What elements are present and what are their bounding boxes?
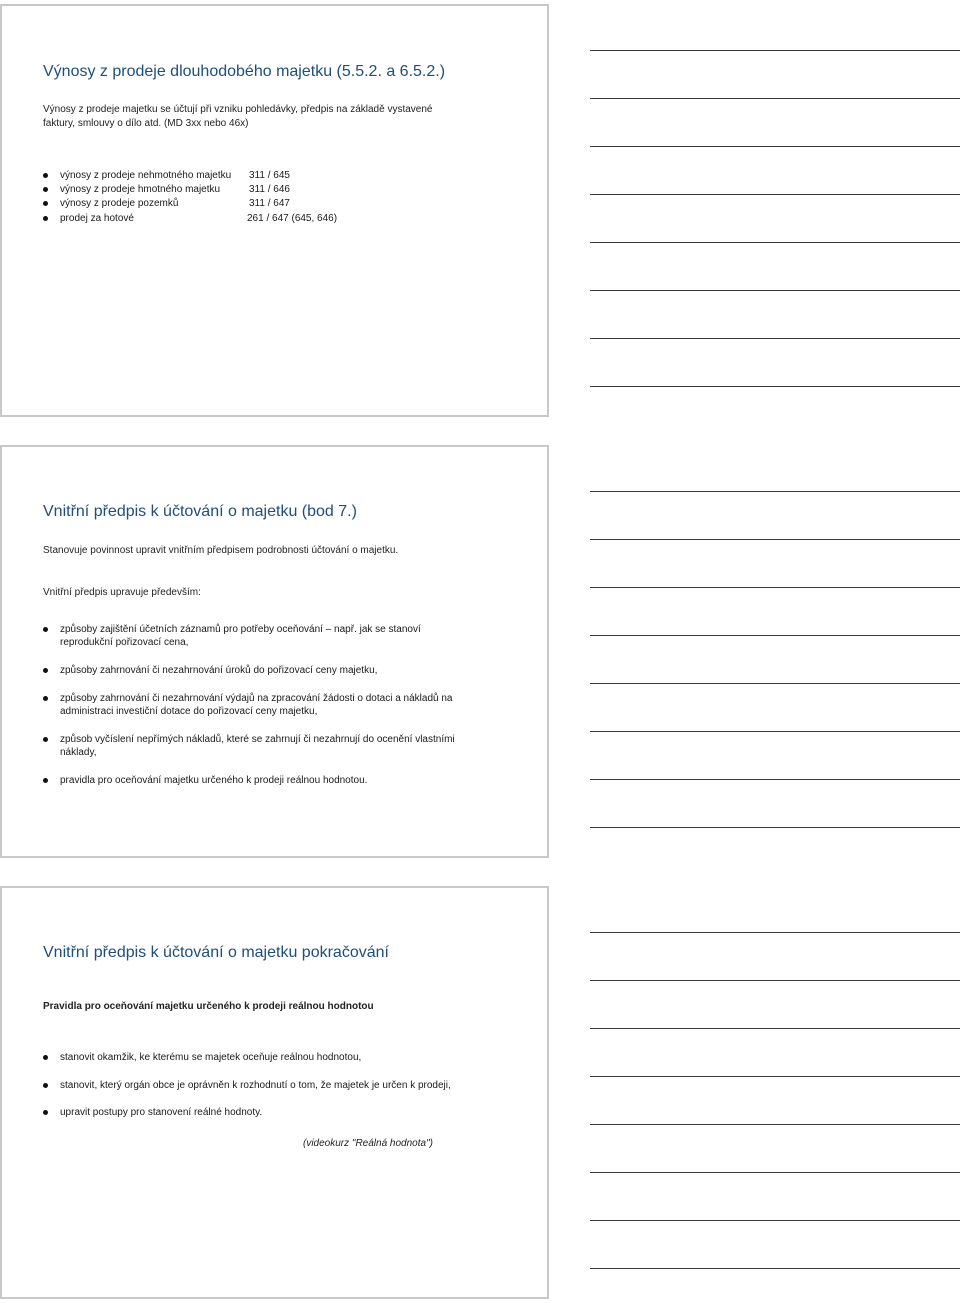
item-label: výnosy z prodeje pozemků [60,198,179,209]
item-label: výnosy z prodeje hmotného majetku [60,184,221,195]
note-line [590,1220,960,1221]
note-line [590,338,960,339]
item-account-code: 311 / 647 [249,198,290,209]
note-line [590,1172,960,1173]
bullet-icon [43,187,48,192]
bullet-icon [43,696,48,701]
item-account-code: 311 / 645 [249,170,290,181]
item-text-line-2: reprodukční pořizovací cena, [60,637,189,648]
item-text-line-1: způsoby zahrnování či nezahrnování úroků do pořizovací ceny majetku, [60,665,378,676]
slide-2-paragraph-1: Stanovuje povinnost upravit vnitřním předpisem podrobnosti účtování o majetku. [43,545,399,556]
slide-1-intro-line-2: faktury, smlouvy o dílo atd. (MD 3xx nebo 46x) [43,118,249,129]
item-text: upravit postupy pro stanovení reálné hodnoty. [60,1107,263,1118]
item-label: prodej za hotové [60,213,134,224]
bullet-icon [43,216,48,221]
item-account-code: 311 / 646 [249,184,290,195]
bullet-icon [43,627,48,632]
note-line [590,242,960,243]
item-text-line-1: způsoby zahrnování či nezahrnování výdajů na zpracování žádosti o dotaci a nákladů na [60,693,453,704]
note-line [590,386,960,387]
slide-2-title: Vnitřní předpis k účtování o majetku (bod 7.) [43,503,357,520]
item-text-line-1: způsob vyčíslení nepřímých nákladů, které se zahrnují či nezahrnují do ocenění vlastními [60,734,455,745]
item-text-line-2: náklady, [60,747,97,758]
bullet-icon [43,1110,48,1115]
note-line [590,779,960,780]
note-line [590,146,960,147]
note-line [590,1268,960,1269]
item-text: stanovit, který orgán obce je oprávněn k rozhodnutí o tom, že majetek je určen k prodeji, [60,1080,451,1091]
item-text-line-1: způsoby zajištění účetních záznamů pro potřeby oceňování – např. jak se stanoví [60,624,421,635]
note-line [590,98,960,99]
item-account-code: 261 / 647 (645, 646) [247,213,338,224]
slide-3-subtitle: Pravidla pro oceňování majetku určeného k prodeji reálnou hodnotou [43,1001,374,1012]
note-line [590,290,960,291]
note-line [590,1028,960,1029]
item-label: výnosy z prodeje nehmotného majetku [60,170,232,181]
note-line [590,587,960,588]
bullet-icon [43,737,48,742]
note-line [590,827,960,828]
note-line [590,731,960,732]
bullet-icon [43,173,48,178]
note-line [590,50,960,51]
item-text-line-1: pravidla pro oceňování majetku určeného k prodeji reálnou hodnotou. [60,775,368,786]
note-line [590,683,960,684]
slide-1 [0,4,549,417]
bullet-icon [43,778,48,783]
slide-2 [0,445,549,858]
note-line [590,1124,960,1125]
note-line [590,1076,960,1077]
bullet-icon [43,1055,48,1060]
slide-3-video-note: (videokurz "Reálná hodnota") [303,1138,433,1149]
note-line [590,491,960,492]
note-line [590,932,960,933]
slide-3-title: Vnitřní předpis k účtování o majetku pokračování [43,944,389,961]
note-line [590,539,960,540]
item-text-line-2: administraci investiční dotace do pořizovací ceny majetku, [60,706,318,717]
slide-3 [0,886,549,1299]
bullet-icon [43,201,48,206]
slide-1-intro-line-1: Výnosy z prodeje majetku se účtují při vzniku pohledávky, předpis na základě vystavené [43,104,433,115]
slide-1-title: Výnosy z prodeje dlouhodobého majetku (5.5.2. a 6.5.2.) [43,63,446,80]
note-line [590,194,960,195]
note-line [590,980,960,981]
note-line [590,635,960,636]
slide-2-paragraph-2: Vnitřní předpis upravuje především: [43,587,201,598]
bullet-icon [43,1083,48,1088]
bullet-icon [43,668,48,673]
item-text: stanovit okamžik, ke kterému se majetek oceňuje reálnou hodnotou, [60,1052,362,1063]
